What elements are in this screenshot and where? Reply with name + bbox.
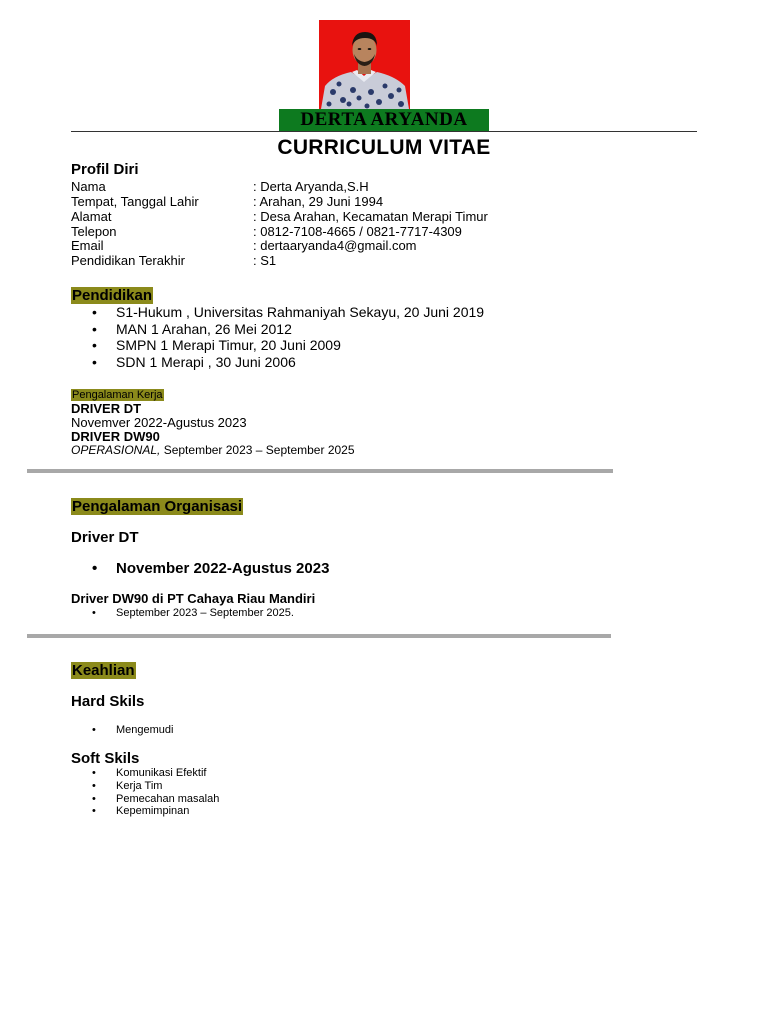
profil-heading: Profil Diri: [71, 161, 139, 178]
list-item: • Komunikasi Efektif: [71, 767, 219, 780]
profil-value-nama: : Derta Aryanda,S.H: [253, 179, 369, 194]
keahlian-heading: [71, 662, 136, 679]
job1-title: DRIVER DT: [71, 401, 142, 416]
profil-label-ttl: Tempat, Tanggal Lahir: [71, 194, 199, 209]
list-item: • SDN 1 Merapi , 30 Juni 2006: [71, 354, 484, 371]
list-item: • Kerja Tim: [71, 780, 219, 793]
kerja-heading-text: Pengalaman Kerja: [72, 389, 163, 401]
profil-value-ttl: : Arahan, 29 Juni 1994: [253, 194, 384, 209]
hard-skills-list: [71, 724, 173, 737]
soft-skills-heading: Soft Skils: [71, 750, 140, 767]
list-item: • September 2023 – September 2025.: [71, 607, 294, 620]
profil-value-telepon: : 0812-7108-4665 / 0821-7717-4309: [253, 224, 462, 239]
section-divider: [27, 469, 613, 473]
list-item: • SMPN 1 Merapi Timur, 20 Juni 2009: [71, 337, 484, 354]
pendidikan-heading-text: Pendidikan: [72, 287, 153, 304]
profil-value-email: : dertaaryanda4@gmail.com: [253, 238, 417, 253]
job2-title: DRIVER DW90: [71, 429, 160, 444]
job2-line: [71, 443, 355, 457]
soft-skills-list: [71, 767, 219, 818]
organisasi-heading-text: Pengalaman Organisasi: [72, 498, 243, 515]
profil-value-pendidikan: : S1: [253, 253, 277, 268]
list-item: • November 2022-Agustus 2023: [71, 560, 329, 578]
organisasi-sub1: Driver DT: [71, 529, 139, 546]
person-photo-icon: [319, 20, 410, 109]
organisasi-list-1: [71, 560, 329, 578]
profil-label-pendidikan: Pendidikan Terakhir: [71, 253, 185, 268]
keahlian-heading-text: Keahlian: [72, 662, 135, 679]
profil-label-nama: Nama: [71, 179, 106, 194]
profil-label-telepon: Telepon: [71, 224, 117, 239]
profile-photo: [319, 20, 410, 109]
organisasi-list-2: [71, 607, 294, 620]
section-divider: [27, 634, 611, 638]
hard-skills-heading: Hard Skils: [71, 693, 145, 710]
organisasi-heading: [71, 498, 243, 515]
pendidikan-heading: [71, 287, 153, 304]
job1-period: Novemver 2022-Agustus 2023: [71, 415, 247, 430]
header-divider: [71, 131, 697, 132]
name-banner: DERTA ARYANDA: [279, 109, 489, 131]
job2-role: OPERASIONAL,: [71, 443, 161, 457]
list-item: • Kepemimpinan: [71, 805, 219, 818]
list-item: • Mengemudi: [71, 724, 173, 737]
list-item: • Pemecahan masalah: [71, 793, 219, 806]
job2-period: September 2023 – September 2025: [160, 443, 355, 457]
profil-label-alamat: Alamat: [71, 209, 112, 224]
page-title: CURRICULUM VITAE: [277, 136, 491, 159]
profil-label-email: Email: [71, 238, 104, 253]
profil-value-alamat: : Desa Arahan, Kecamatan Merapi Timur: [253, 209, 488, 224]
pendidikan-list: [71, 304, 484, 370]
list-item: • S1-Hukum , Universitas Rahmaniyah Sekayu, 20 Juni 2019: [71, 304, 484, 321]
organisasi-sub2: Driver DW90 di PT Cahaya Riau Mandiri: [71, 591, 316, 606]
list-item: • MAN 1 Arahan, 26 Mei 2012: [71, 321, 484, 338]
